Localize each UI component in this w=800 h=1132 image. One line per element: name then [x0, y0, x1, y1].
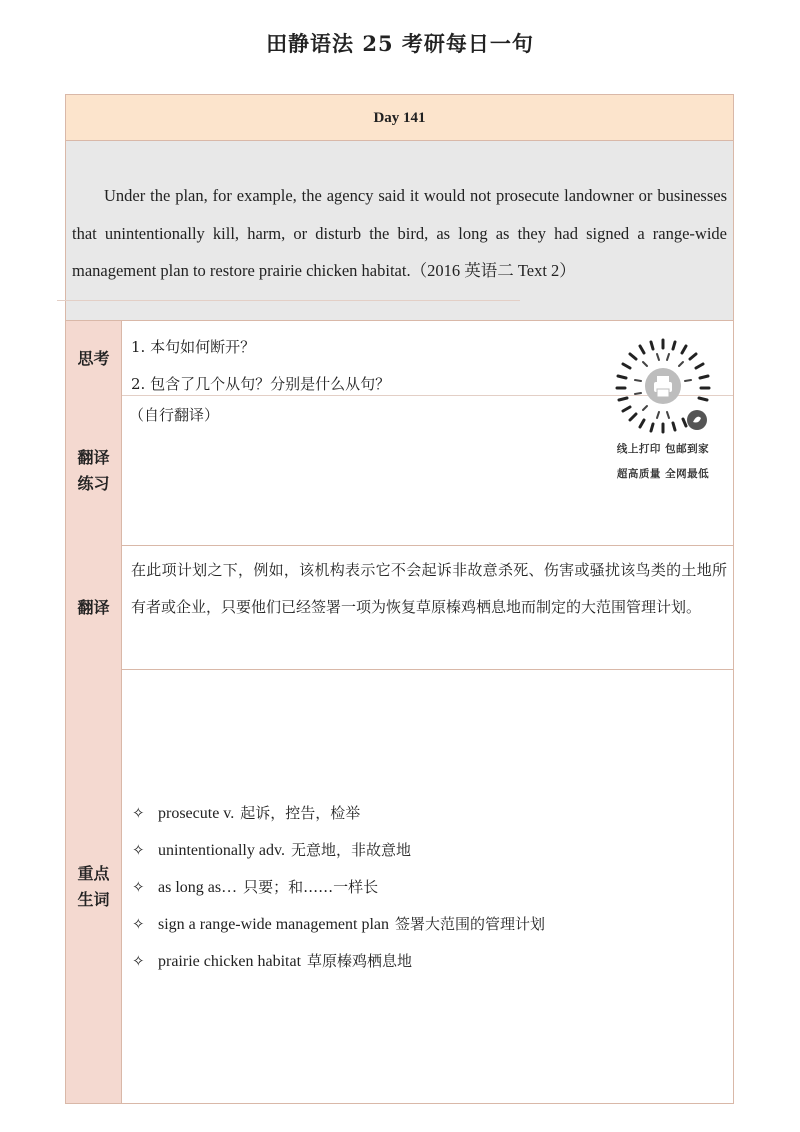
page-title: 田静语法 25 考研每日一句	[266, 31, 534, 56]
translation-label: 翻译	[66, 546, 122, 670]
vocab-meaning: 签署大范围的管理计划	[395, 915, 546, 933]
vocab-term: prairie chicken habitat	[158, 953, 302, 970]
diamond-bullet-icon: ✧	[132, 915, 145, 933]
vocab-list	[123, 795, 545, 980]
vocab-item	[132, 869, 545, 906]
vocab-meaning: 只要；和……一样长	[243, 878, 379, 896]
mini-program-qr-block[interactable]	[608, 336, 718, 488]
vocab-term: sign a range-wide management plan	[158, 916, 390, 933]
vocab-label-line1: 重点	[77, 863, 110, 883]
diamond-bullet-icon: ✧	[132, 952, 145, 970]
sentence-panel	[66, 141, 733, 321]
vocab-item	[132, 906, 545, 943]
sentence-text: Under the plan, for example, the agency said it would not prosecute landowner or businesses that unintentionally kill, harm, or disturb the bird, as long as they had signed a range-wide management plan to restore prairie chicken habitat.（2016 英语二 Text 2）	[72, 186, 727, 280]
vocab-meaning: 起诉，控告，检举	[240, 804, 361, 822]
translation-text: 在此项计划之下，例如，该机构表示它不会起诉非故意杀死、伤害或骚扰该鸟类的土地所有者或企业，只要他们已经签署一项为恢复草原榛鸡栖息地而制定的大范围管理计划。	[131, 561, 727, 616]
vocab-term: as long as…	[158, 879, 238, 896]
vocab-meaning: 无意地，非故意地	[290, 841, 411, 859]
translation-section	[66, 546, 733, 670]
vocab-label-line2: 生词	[77, 889, 110, 909]
vocab-item	[132, 795, 545, 832]
think-question-1: 1. 本句如何断开？	[131, 338, 256, 356]
study-sheet	[65, 94, 734, 1104]
mini-program-qr-code[interactable]	[613, 336, 713, 436]
qr-caption-line1: 线上打印 包邮到家	[616, 443, 710, 455]
vocab-item	[132, 832, 545, 869]
practice-label-line2: 练习	[77, 474, 110, 493]
vocab-term: prosecute v.	[158, 805, 235, 822]
vocab-section	[66, 670, 733, 1103]
diamond-bullet-icon: ✧	[132, 878, 145, 896]
think-question-2: 2. 包含了几个从句？分别是什么从句？	[131, 375, 391, 393]
vocab-label	[66, 670, 122, 1103]
diamond-bullet-icon: ✧	[132, 804, 145, 822]
qr-caption-line2: 超高质量 全网最低	[616, 468, 710, 480]
vocab-item	[132, 943, 545, 980]
think-divider	[57, 300, 520, 301]
practice-label-line1: 翻译	[77, 448, 110, 467]
think-label: 思考	[66, 321, 122, 396]
diamond-bullet-icon: ✧	[132, 841, 145, 859]
vocab-term: unintentionally adv.	[158, 842, 285, 859]
practice-label	[66, 396, 122, 546]
day-label: Day 141	[66, 95, 733, 141]
practice-placeholder[interactable]: （自行翻译）	[129, 406, 220, 424]
vocab-meaning: 草原榛鸡栖息地	[307, 952, 413, 970]
